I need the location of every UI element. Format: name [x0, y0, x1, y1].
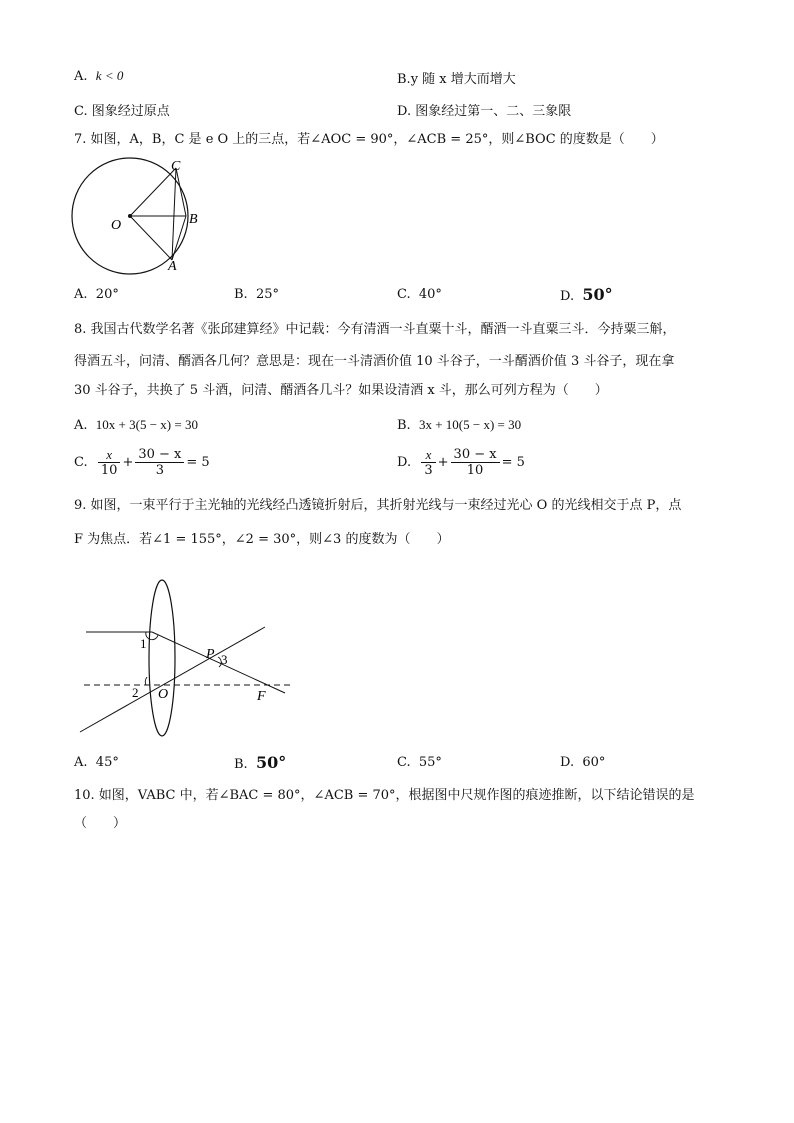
q7-option-b: B. 25°: [234, 287, 279, 302]
q9-option-b: B. 50°: [234, 753, 287, 772]
q8-stem-line-2: 得酒五斗，问清、醑酒各几何？意思是：现在一斗清酒价值 10 斗谷子，一斗醑酒价值 3 斗谷子，现在拿: [74, 354, 675, 369]
segment-ca: [172, 168, 176, 260]
angle-2-arc: [145, 677, 147, 685]
q7-option-d: D. 50°: [560, 285, 613, 304]
convex-lens: [149, 580, 175, 736]
q9-option-c: C. 55°: [397, 755, 442, 770]
center-point: [128, 214, 132, 218]
q7-option-a: A. 20°: [74, 287, 119, 302]
ray-through-optical-center: [80, 627, 265, 732]
q8-option-b: B. 3x + 10(5 − x) = 30: [397, 417, 522, 433]
q6-option-a: A. k < 0: [74, 68, 124, 84]
q9-stem-line-1: 9. 如图，一束平行于主光轴的光线经凸透镜折射后，其折射光线与一束经过光心 O 的光线相交于点 P，点: [74, 498, 682, 513]
label-c: C: [171, 159, 181, 174]
q6-option-d: D. 图象经过第一、二、三象限: [397, 104, 572, 119]
label-angle-2: 2: [132, 685, 139, 700]
fraction-1: $\frac{x}{10}$: [98, 447, 121, 478]
segment-cb: [176, 168, 186, 216]
fraction-2: $\frac{30 - x}{10}$: [451, 447, 500, 478]
q10-stem-line-2: （ ）: [74, 816, 127, 831]
q9-option-d: D. 60°: [560, 755, 606, 770]
label-b: B: [189, 212, 198, 227]
q8-option-c: C. $\frac{x}{10}$ + $\frac{30 - x}{3}$ = 5: [74, 447, 210, 478]
q8-stem-line-3: 30 斗谷子，共换了 5 斗酒，问清、醑酒各几斗？如果设清酒 x 斗，那么可列方程为（ ）: [74, 383, 608, 398]
q7-option-c: C. 40°: [397, 287, 442, 302]
q8-option-d: D. $\frac{x}{3}$ + $\frac{30 - x}{10}$ = 5: [397, 447, 525, 478]
q9-option-a: A. 45°: [74, 755, 119, 770]
fraction-1: $\frac{x}{3}$: [421, 447, 435, 478]
q7-circle-figure: [66, 154, 216, 276]
q6-option-b: B.y 随 x 增大而增大: [397, 72, 516, 87]
q7-stem: 7. 如图，A，B，C 是 e O 上的三点，若∠AOC = 90°，∠ACB = 25°，则∠BOC 的度数是（ ）: [74, 132, 664, 147]
label-a: A: [168, 259, 177, 274]
label-f: F: [257, 689, 266, 704]
refracted-ray: [152, 632, 285, 693]
q8-option-a: A. 10x + 3(5 − x) = 30: [74, 417, 198, 433]
label-angle-3: 3: [221, 652, 228, 667]
angle-1-arc: [146, 632, 158, 640]
q6-option-c: C. 图象经过原点: [74, 104, 170, 119]
q10-stem-line-1: 10. 如图，VABC 中，若∠BAC = 80°，∠ACB = 70°，根据图中尺规作图的痕迹推断，以下结论错误的是: [74, 788, 695, 803]
fraction-2: $\frac{30 - x}{3}$: [135, 447, 184, 478]
label-angle-1: 1: [140, 636, 147, 651]
q8-stem-line-1: 8. 我国古代数学名著《张邱建算经》中记载：今有清酒一斗直粟十斗，醑酒一斗直粟三斗．今持粟三斛，: [74, 322, 676, 337]
segment-oc: [130, 168, 176, 216]
label-o: O: [111, 218, 122, 233]
segment-oa: [130, 216, 172, 260]
q9-stem-line-2: F 为焦点．若∠1 = 155°，∠2 = 30°，则∠3 的度数为（ ）: [74, 532, 450, 547]
q9-lens-figure: [70, 572, 310, 742]
label-o: O: [158, 687, 169, 702]
label-p: P: [206, 647, 215, 662]
